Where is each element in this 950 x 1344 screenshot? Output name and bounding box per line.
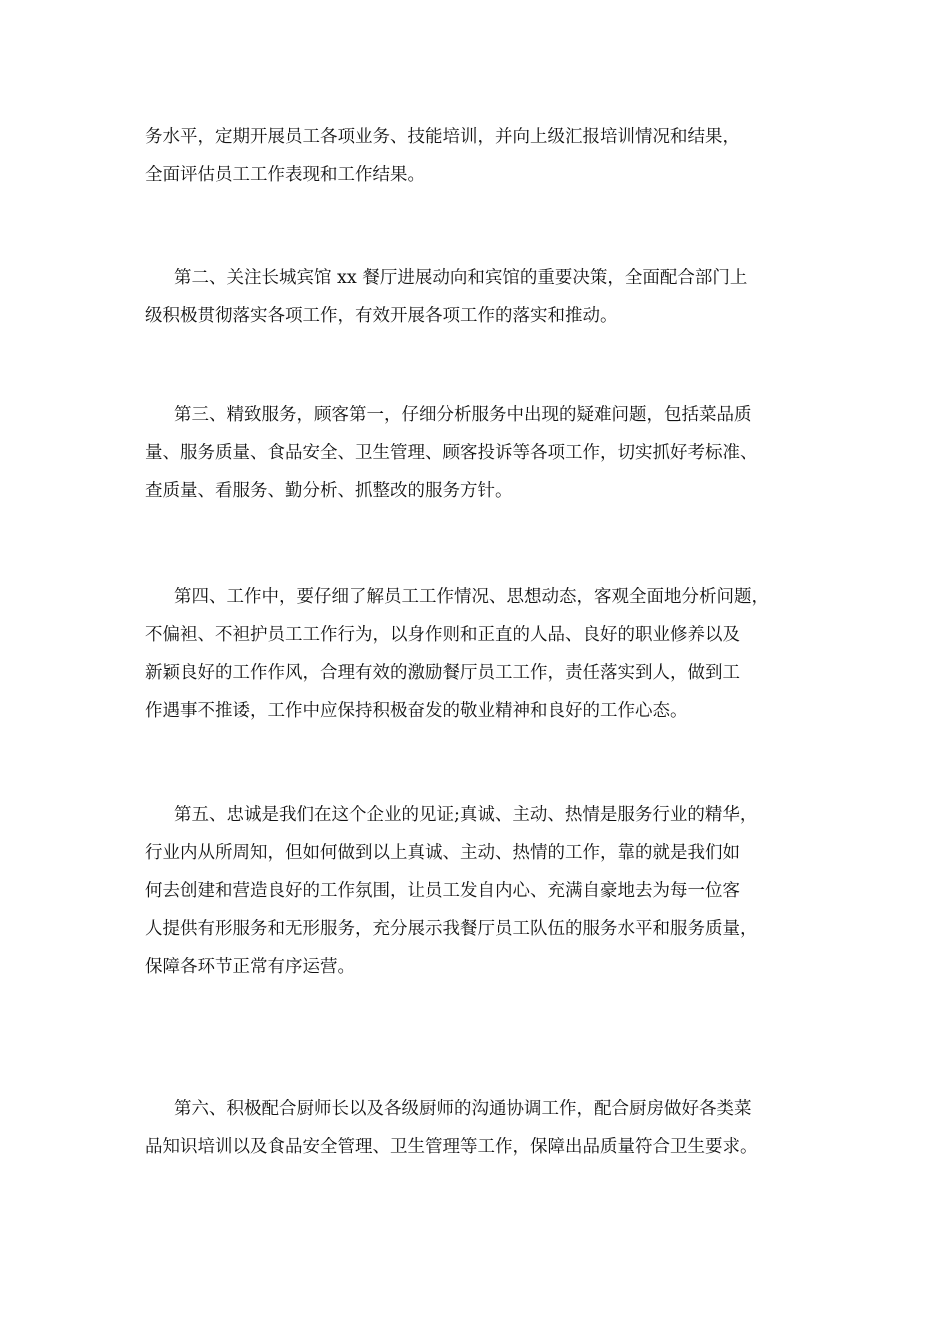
text-line: 第三、精致服务，顾客第一，仔细分析服务中出现的疑难问题，包括菜品质 [174,405,752,425]
paragraph-6 [145,1090,825,1166]
paragraph-5 [145,796,825,986]
text-line: 何去创建和营造良好的工作氛围，让员工发自内心、充满自豪地去为每一位客 [145,881,740,901]
text-line: 保障各环节正常有序运营。 [145,957,355,977]
text-line: 不偏袒、不袒护员工工作行为，以身作则和正直的人品、良好的职业修养以及 [145,625,740,645]
paragraph-3 [145,396,825,510]
text-line: 第四、工作中，要仔细了解员工工作情况、思想动态，客观全面地分析问题， [174,587,769,607]
paragraph-2 [145,259,825,335]
text-line: 全面评估员工工作表现和工作结果。 [145,165,425,185]
paragraph-1 [145,118,825,194]
text-line: 级积极贯彻落实各项工作，有效开展各项工作的落实和推动。 [145,306,618,326]
text-line: 第六、积极配合厨师长以及各级厨师的沟通协调工作，配合厨房做好各类菜 [174,1099,752,1119]
paragraph-4 [145,578,825,730]
text-line: 品知识培训以及食品安全管理、卫生管理等工作，保障出品质量符合卫生要求。 [145,1137,758,1157]
text-line: 行业内从所周知，但如何做到以上真诚、主动、热情的工作，靠的就是我们如 [145,843,740,863]
text-line: 第五、忠诚是我们在这个企业的见证;真诚、主动、热情是服务行业的精华， [174,805,758,825]
text-line: 量、服务质量、食品安全、卫生管理、顾客投诉等各项工作，切实抓好考标准、 [145,443,758,463]
text-line: 人提供有形服务和无形服务，充分展示我餐厅员工队伍的服务水平和服务质量， [145,919,758,939]
text-line: 第二、关注长城宾馆 xx 餐厅进展动向和宾馆的重要决策，全面配合部门上 [174,268,748,288]
text-line: 务水平，定期开展员工各项业务、技能培训，并向上级汇报培训情况和结果， [145,127,740,147]
text-line: 查质量、看服务、勤分析、抓整改的服务方针。 [145,481,513,501]
text-line: 作遇事不推诿，工作中应保持积极奋发的敬业精神和良好的工作心态。 [145,701,688,721]
text-line: 新颖良好的工作作风，合理有效的激励餐厅员工工作，责任落实到人，做到工 [145,663,740,683]
